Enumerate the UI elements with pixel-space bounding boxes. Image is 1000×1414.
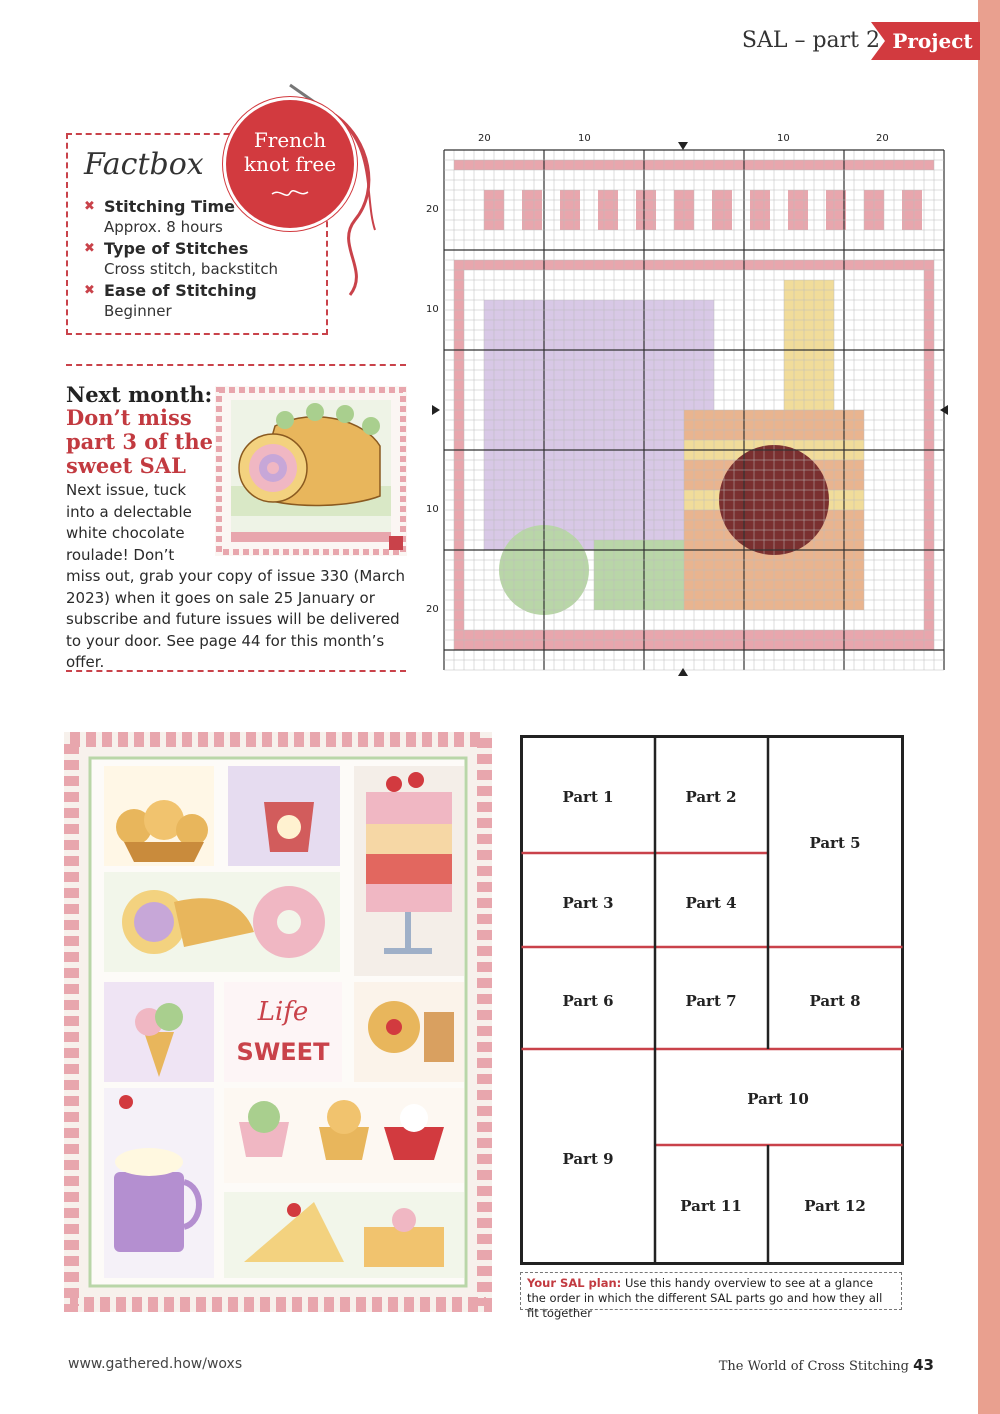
roulade-preview-image <box>215 386 407 556</box>
chart-region-lavender <box>484 300 714 550</box>
chart-left-tick: 20 <box>426 604 439 615</box>
page-number: 43 <box>913 1356 934 1374</box>
footer-magazine <box>660 1356 934 1374</box>
project-tag: Project <box>885 22 980 60</box>
cross-icon: ✖ <box>84 283 95 298</box>
plan-part-6: Part 6 <box>562 992 614 1010</box>
next-month-subheading: Don’t miss part 3 of the sweet SAL <box>66 405 213 478</box>
chart-left-tick: 10 <box>426 504 439 515</box>
factbox-title: Factbox <box>84 147 204 182</box>
next-month-body: Next issue, tuck into a delectable white chocolate roulade! Don’t <box>66 481 192 564</box>
svg-text:SWEET: SWEET <box>236 1038 330 1066</box>
swash-ornament <box>270 186 310 200</box>
chart-top-tick: 20 <box>876 133 889 144</box>
cross-icon: ✖ <box>84 199 95 214</box>
divider <box>66 670 406 672</box>
plan-part-1: Part 1 <box>562 788 614 806</box>
caption-text: Use this handy overview to see at a glance the order in which the different SAL parts go and how they all fit together <box>527 1276 883 1320</box>
fact-label: Ease of Stitching <box>104 281 257 300</box>
chart-center-arrow <box>432 405 440 415</box>
french-knot-free-badge <box>226 100 354 228</box>
chart-left-tick: 10 <box>426 304 439 315</box>
chart-top-tick: 20 <box>478 133 491 144</box>
magazine-name: The World of Cross Stitching <box>718 1359 909 1374</box>
chart-top-tick: 10 <box>777 133 790 144</box>
chart-region-wafer <box>784 280 834 410</box>
plan-part-11: Part 11 <box>680 1197 742 1215</box>
chart-grid <box>412 128 952 684</box>
finished-sampler-photo <box>64 732 492 1312</box>
plan-part-5: Part 5 <box>809 834 861 852</box>
sal-plan-caption <box>520 1272 902 1320</box>
chart-center-arrow <box>678 142 688 150</box>
divider <box>66 364 406 366</box>
plan-part-7: Part 7 <box>685 992 737 1010</box>
next-month-body-cont: miss out, grab your copy of issue 330 (March 2023) when it goes on sale 25 January or subscribe and future issues will be delivered to your door. See page 44 for this month’s offer. <box>66 567 406 671</box>
badge-line: knot free <box>243 152 337 176</box>
next-month-heading: Next month: <box>66 382 213 407</box>
footer-url: www.gathered.how/woxs <box>68 1356 243 1372</box>
plan-part-3: Part 3 <box>562 894 614 912</box>
plan-part-2: Part 2 <box>685 788 737 806</box>
caption-label: Your SAL plan: <box>527 1276 622 1290</box>
badge-line: French <box>253 128 327 152</box>
plan-part-4: Part 4 <box>685 894 737 912</box>
cross-icon: ✖ <box>84 241 95 256</box>
fact-value: Approx. 8 hours <box>104 218 223 236</box>
section-title: SAL – part 2 <box>741 28 880 53</box>
fact-label: Stitching Time <box>104 197 235 216</box>
chart-left-tick: 20 <box>426 204 439 215</box>
plan-part-12: Part 12 <box>804 1197 866 1215</box>
fact-value: Cross stitch, backstitch <box>104 260 279 278</box>
plan-part-10: Part 10 <box>747 1090 809 1108</box>
fact-label: Type of Stitches <box>104 239 249 258</box>
fact-value: Beginner <box>104 302 172 320</box>
page-edge-stripe <box>978 0 1000 1414</box>
cross-stitch-chart <box>412 128 952 684</box>
svg-text:Life: Life <box>257 997 309 1027</box>
plan-part-8: Part 8 <box>809 992 861 1010</box>
chart-top-tick: 10 <box>578 133 591 144</box>
plan-part-9: Part 9 <box>562 1150 614 1168</box>
